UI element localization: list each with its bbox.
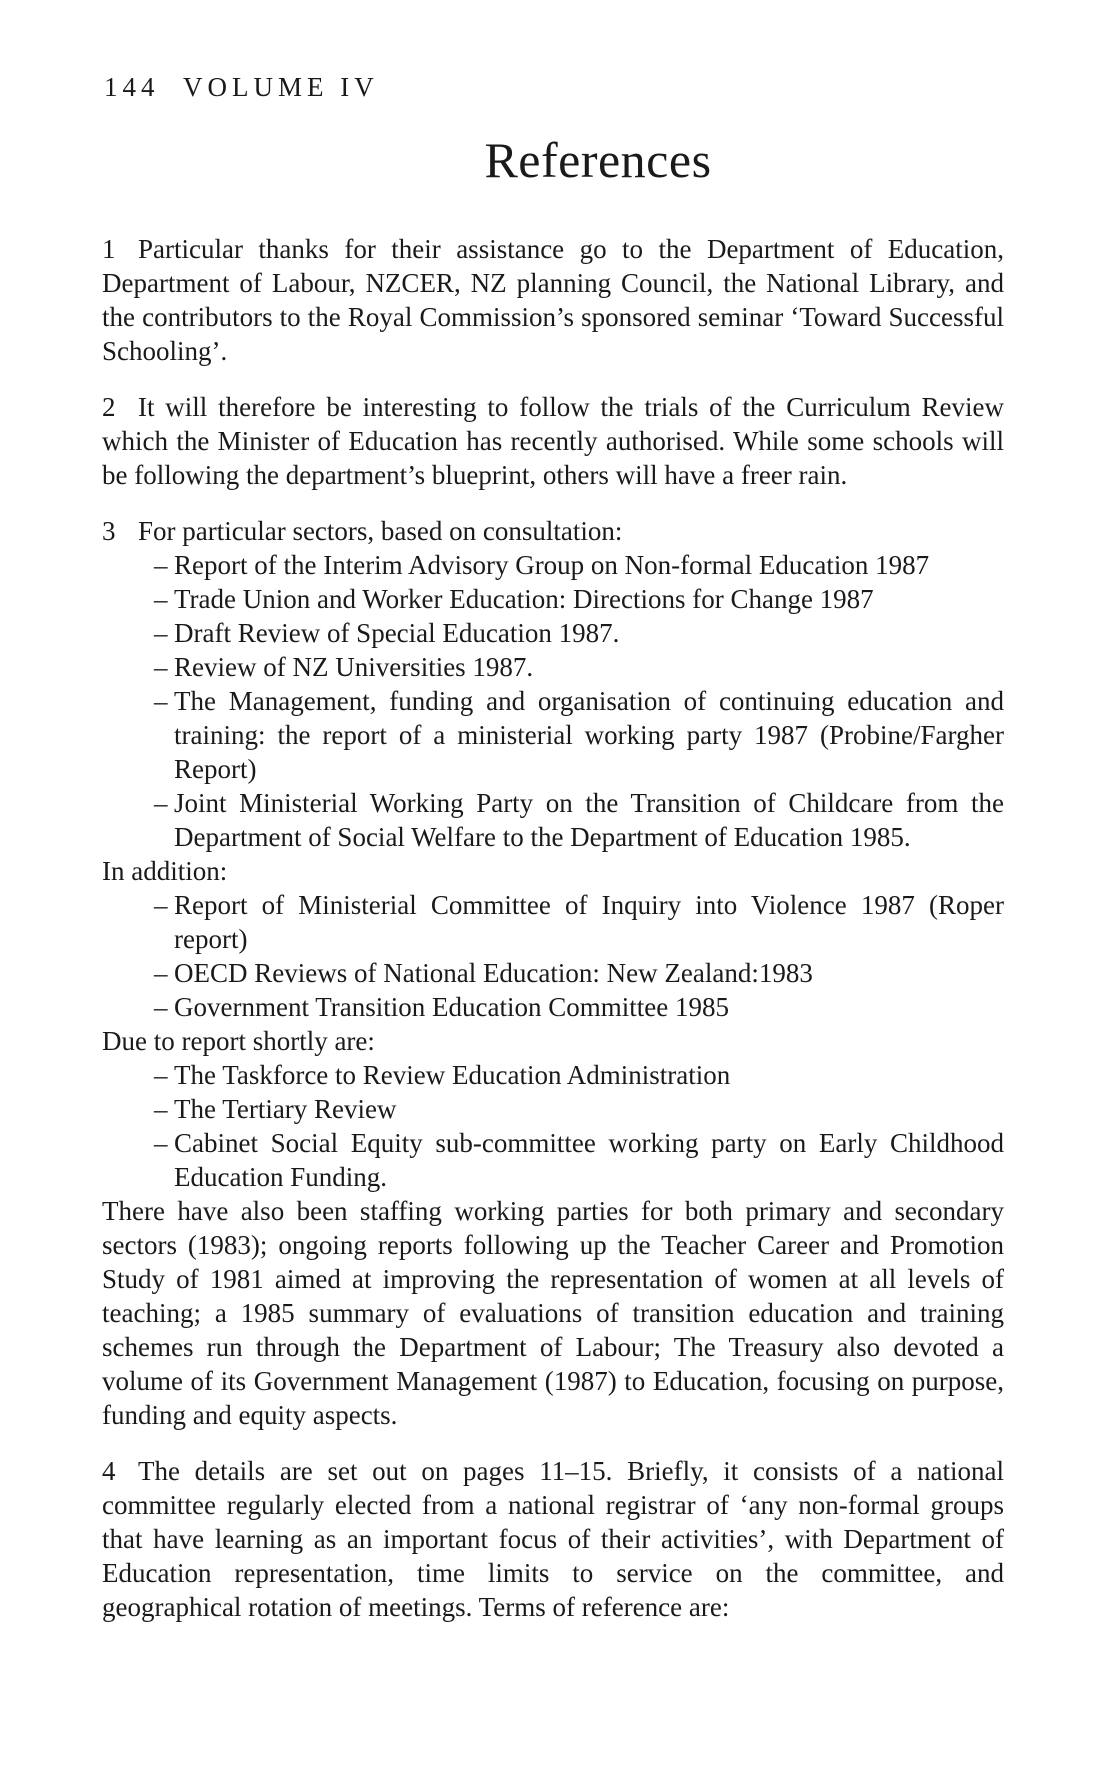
note-1: [102, 232, 1004, 368]
list-item: – Report of Ministerial Committee of Inquiry into Violence 1987 (Roper report): [154, 888, 1004, 956]
list-item: – The Tertiary Review: [154, 1092, 1004, 1126]
note-3-sector-list: [154, 548, 1004, 854]
list-item: – Joint Ministerial Working Party on the Transition of Childcare from the Department of Social Welfare to the Department of Education 1985.: [154, 786, 1004, 854]
note-3-intro: [102, 514, 1004, 548]
note-2: [102, 390, 1004, 492]
list-item: – OECD Reviews of National Education: New Zealand:1983: [154, 956, 1004, 990]
note-2-number: 2: [102, 392, 116, 422]
note-4: [102, 1454, 1004, 1624]
list-item: – Trade Union and Worker Education: Directions for Change 1987: [154, 582, 1004, 616]
list-item: – The Taskforce to Review Education Administration: [154, 1058, 1004, 1092]
note-3: [102, 514, 1004, 1432]
note-3-addition-label: In addition:: [102, 856, 228, 886]
list-item: – The Management, funding and organisation of continuing education and training: the report of a ministerial working party 1987 (Probine/Fargher Report): [154, 684, 1004, 786]
list-item: – Draft Review of Special Education 1987.: [154, 616, 1004, 650]
note-1-text: Particular thanks for their assistance go to the Department of Education, Department of Labour, NZCER, NZ planning Council, the National Library, and the contributors to the Royal Commission’s sponsored seminar ‘Toward Successful Schooling’.: [102, 234, 1004, 366]
list-item: – Cabinet Social Equity sub-committee working party on Early Childhood Education Funding.: [154, 1126, 1004, 1194]
note-3-intro-text: For particular sectors, based on consultation:: [138, 516, 623, 546]
note-1-number: 1: [102, 234, 116, 264]
page-number: 144: [104, 72, 160, 102]
page-title: References: [484, 132, 712, 188]
note-3-closing: There have also been staffing working parties for both primary and secondary sectors (1983); ongoing reports following up the Teacher Career and Promotion Study of 1981 aimed at improving the representation of women at all levels of teaching; a 1985 summary of evaluations of transition education and training schemes run through the Department of Labour; The Treasury also devoted a volume of its Government Management (1987) to Education, focusing on purpose, funding and equity aspects.: [102, 1196, 1004, 1430]
list-item: – Report of the Interim Advisory Group on Non-formal Education 1987: [154, 548, 1004, 582]
note-3-due-label: Due to report shortly are:: [102, 1026, 375, 1056]
list-item: – Review of NZ Universities 1987.: [154, 650, 1004, 684]
note-3-due-list: [154, 1058, 1004, 1194]
list-item: – Government Transition Education Committee 1985: [154, 990, 1004, 1024]
note-4-number: 4: [102, 1456, 116, 1486]
running-header: [104, 70, 1004, 104]
note-4-text: The details are set out on pages 11–15. Briefly, it consists of a national committee regularly elected from a national registrar of ‘any non-formal groups that have learning as an important focus of their activities’, with Department of Education representation, time limits to service on the committee, and geographical rotation of meetings. Terms of reference are:: [102, 1456, 1004, 1622]
note-2-text: It will therefore be interesting to follow the trials of the Curriculum Review which the Minister of Education has recently authorised. While some schools will be following the department’s blueprint, others will have a freer rain.: [102, 392, 1004, 490]
volume-label: VOLUME IV: [183, 72, 379, 102]
note-3-addition-list: [154, 888, 1004, 1024]
note-3-number: 3: [102, 516, 116, 546]
